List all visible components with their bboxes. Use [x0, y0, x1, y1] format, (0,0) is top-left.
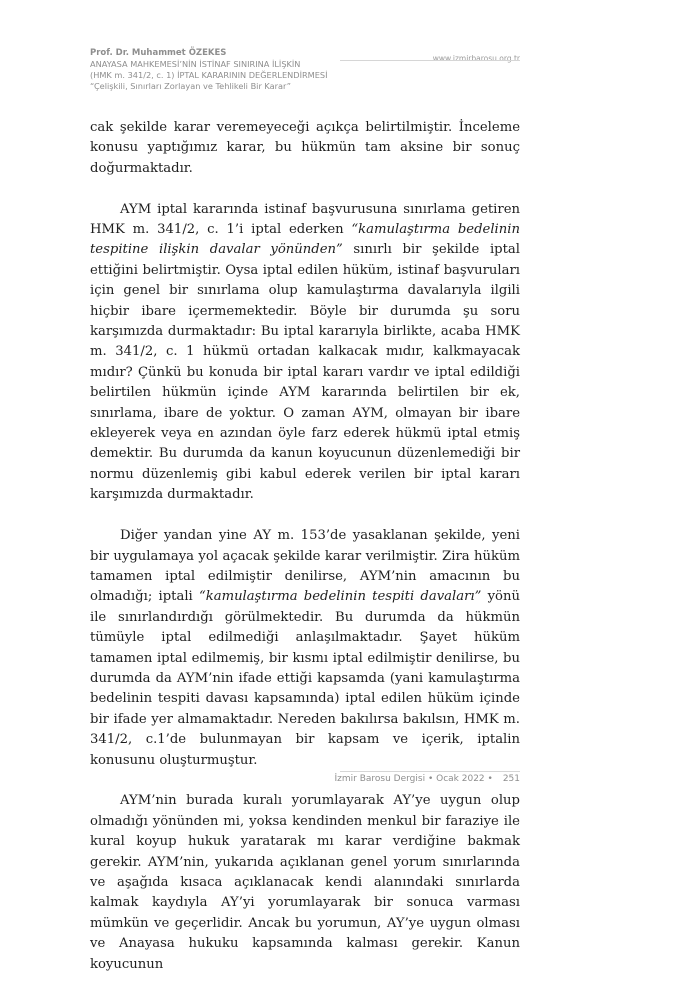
article-title-line-1: ANAYASA MAHKEMESİ’NİN İSTİNAF SINIRINA İLİŞKİN — [90, 59, 301, 69]
journal-name: İzmir Barosu Dergisi • Ocak 2022 • — [334, 774, 493, 784]
body-text — [90, 118, 520, 995]
paragraph: AYM iptal kararında istinaf başvurusuna sınırlama getiren HMK m. 341/2, c. 1’i iptal ederken “kamulaştırma bedelinin tespitine ilişkin davalar yönünden” sınırlı bir şekilde iptal ettiğini belirtmiştir. Oysa iptal edilen hüküm, istinaf başvuruları için genel bir sınırlama olup kamulaştırma davalarıyla ilgili hiçbir ibare içermemektedir. Böyle bir durumda şu soru karşımızda durmaktadır: Bu iptal kararıyla birlikte, acaba HMK m. 341/2, c. 1 hükmü ortadan kalkacak mıdır, kalkmayacak mıdır? Çünkü bu konuda bir iptal kararı vardır ve iptal edildiği belirtilen hükmün içinde AYM kararında belirtilen bir ek, sınırlama, ibare de yoktur. O zaman AYM, olmayan bir ibare ekleyerek veya en azından öyle farz ederek hükmü iptal etmiş demektir. Bu durumda da kanun koyucunun düzenlemediği bir normu düzenlemiş gibi kabul ederek verilen bir iptal kararı karşımızda durmaktadır. — [90, 201, 520, 503]
running-footer — [335, 774, 520, 784]
website-url: www.izmirbarosu.org.tr — [432, 54, 520, 63]
footer-divider — [340, 771, 520, 772]
running-header — [90, 47, 520, 92]
quoted-phrase: “kamulaştırma bedelinin tespitine ilişkin davalar yönünden” — [90, 222, 520, 258]
article-title-line-2: (HMK m. 341/2, c. 1) İPTAL KARARININ DEĞERLENDİRMESİ — [90, 70, 328, 80]
paragraph: Diğer yandan yine AY m. 153’de yasaklanan şekilde, yeni bir uygulamaya yol açacak şekilde karar verilmiştir. Zira hüküm tamamen iptal edilmiştir denilirse, AYM’nin amacının bu olmadığı; iptali “kamulaştırma bedelinin tespiti davaları” yönü ile sınırlandırdığı görülmektedir. Bu durumda da hükmün tümüyle iptal edilmediği anlaşılmaktadır. Şayet hüküm tamamen iptal edilmemiş, bir kısmı iptal edilmiştir denilirse, bu durumda da AYM’nin ifade ettiği kapsamda (yani kamulaştırma bedelinin tespiti davası kapsamında) iptal edilen hüküm içinde bir ifade yer almamaktadır. Nereden bakılırsa bakılsın, HMK m. 341/2, c.1’de bulunmayan bir kapsam ve içerik, iptalin konusunu oluşturmuştur. — [90, 528, 520, 768]
header-divider — [340, 60, 520, 61]
paragraph: AYM’nin burada kuralı yorumlayarak AY’ye uygun olup olmadığı yönünden mi, yoksa kendinden menkul bir faraziye ile kural koyup hukuk yaratarak mı karar verdiğine bakmak gerekir. AYM’nin, yukarıda açıklanan genel yorum sınırlarında ve aşağıda kısaca açıklanacak kendi alanındaki sınırlarda kalmak kaydıyla AY’yi yorumlayarak bir sonuca varması mümkün ve geçerlidir. Ancak bu yorumun, AY’ye uygun olması ve Anayasa hukuku kapsamında kalması gerekir. Kanun koyucunun — [90, 793, 520, 972]
author-name: Prof. Dr. Muhammet ÖZEKES — [90, 48, 227, 58]
article-subtitle: “Çelişkili, Sınırları Zorlayan ve Tehlikeli Bir Karar” — [90, 81, 292, 91]
paragraph-continued: cak şekilde karar veremeyeceği açıkça belirtilmiştir. İnceleme konusu yaptığımız karar, bu hükmün tam aksine bir sonuç doğurmaktadır. — [90, 120, 520, 176]
page-number: 251 — [502, 774, 520, 784]
quoted-phrase: “kamulaştırma bedelinin tespiti davaları” — [198, 589, 482, 605]
